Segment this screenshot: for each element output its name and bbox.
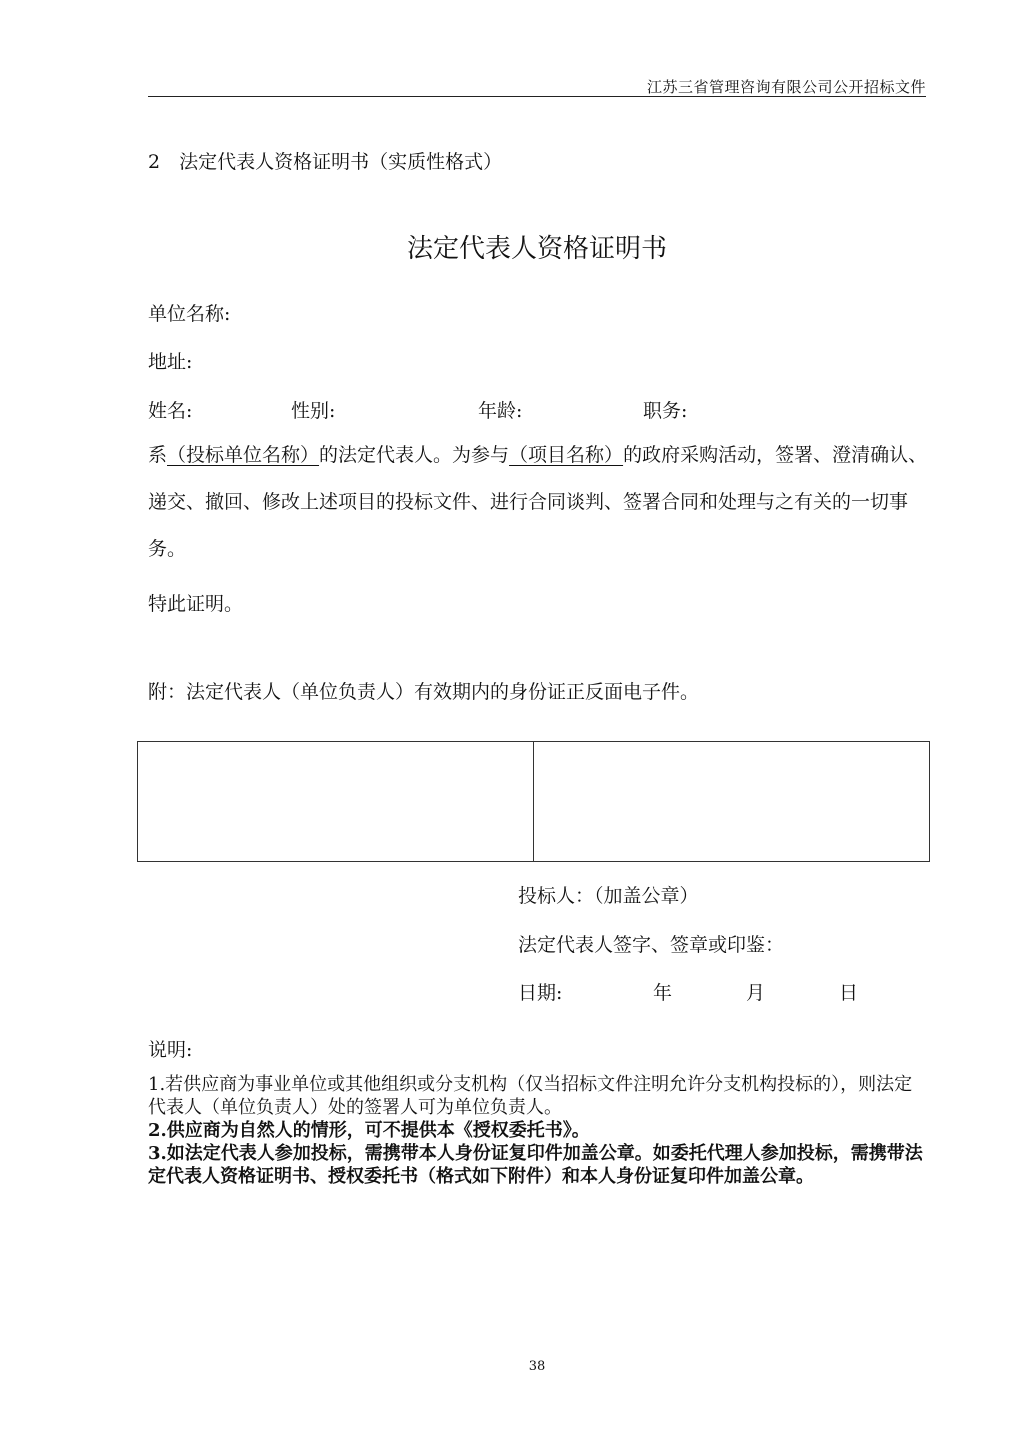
- statement-suffix: 的政府采购活动，签署、澄清确认、递交、撤回、修改上述项目的投标文件、进行合同谈判、签署合同和处理与之有关的一切事务。: [148, 444, 928, 560]
- date-day-label: 日: [839, 982, 859, 1004]
- statement-prefix: 系: [148, 444, 168, 466]
- statement-paragraph: [148, 432, 928, 573]
- statement-middle: 的法定代表人。为参与: [319, 444, 510, 466]
- id-card-back-slot: [533, 742, 929, 861]
- position-label: 职务:: [643, 400, 688, 422]
- page-number: 38: [528, 1359, 546, 1374]
- section-heading: 2 法定代表人资格证明书（实质性格式）: [148, 151, 503, 173]
- document-title: 法定代表人资格证明书: [406, 234, 667, 264]
- notes-list: [148, 1073, 928, 1188]
- header-org-line: 江苏三省管理咨询有限公司公开招标文件: [646, 78, 926, 96]
- unit-name-label: 单位名称:: [148, 303, 231, 325]
- date-year-label: 年: [653, 982, 673, 1004]
- note-item-2: 2.供应商为自然人的情形，可不提供本《授权委托书》。: [148, 1120, 590, 1141]
- rep-signature-label: 法定代表人签字、签章或印鉴：: [518, 934, 785, 956]
- bidder-seal-label: 投标人：（加盖公章）: [518, 885, 699, 907]
- name-label: 姓名:: [148, 400, 193, 422]
- date-month-label: 月: [746, 982, 766, 1004]
- id-card-front-slot: [138, 742, 533, 861]
- note-item-1: 1.若供应商为事业单位或其他组织或分支机构（仅当招标文件注明允许分支机构投标的），则法定代表人（单位负责人）处的签署人可为单位负责人。: [148, 1074, 913, 1118]
- id-card-box: [137, 741, 930, 862]
- address-label: 地址:: [148, 351, 193, 373]
- gender-label: 性别:: [291, 400, 336, 422]
- bidder-name-placeholder: （投标单位名称）: [167, 444, 320, 466]
- age-label: 年龄:: [478, 400, 523, 422]
- header-rule: [148, 96, 926, 97]
- date-label: 日期:: [518, 982, 563, 1004]
- project-name-placeholder: （项目名称）: [509, 444, 624, 466]
- notes-heading: 说明:: [148, 1039, 193, 1061]
- note-item-3: 3.如法定代表人参加投标，需携带本人身份证复印件加盖公章。如委托代理人参加投标，需携带法定代表人资格证明书、授权委托书（格式如下附件）和本人身份证复印件加盖公章。: [148, 1143, 923, 1187]
- certify-text: 特此证明。: [148, 593, 244, 615]
- attachment-note: 附：法定代表人（单位负责人）有效期内的身份证正反面电子件。: [148, 681, 700, 703]
